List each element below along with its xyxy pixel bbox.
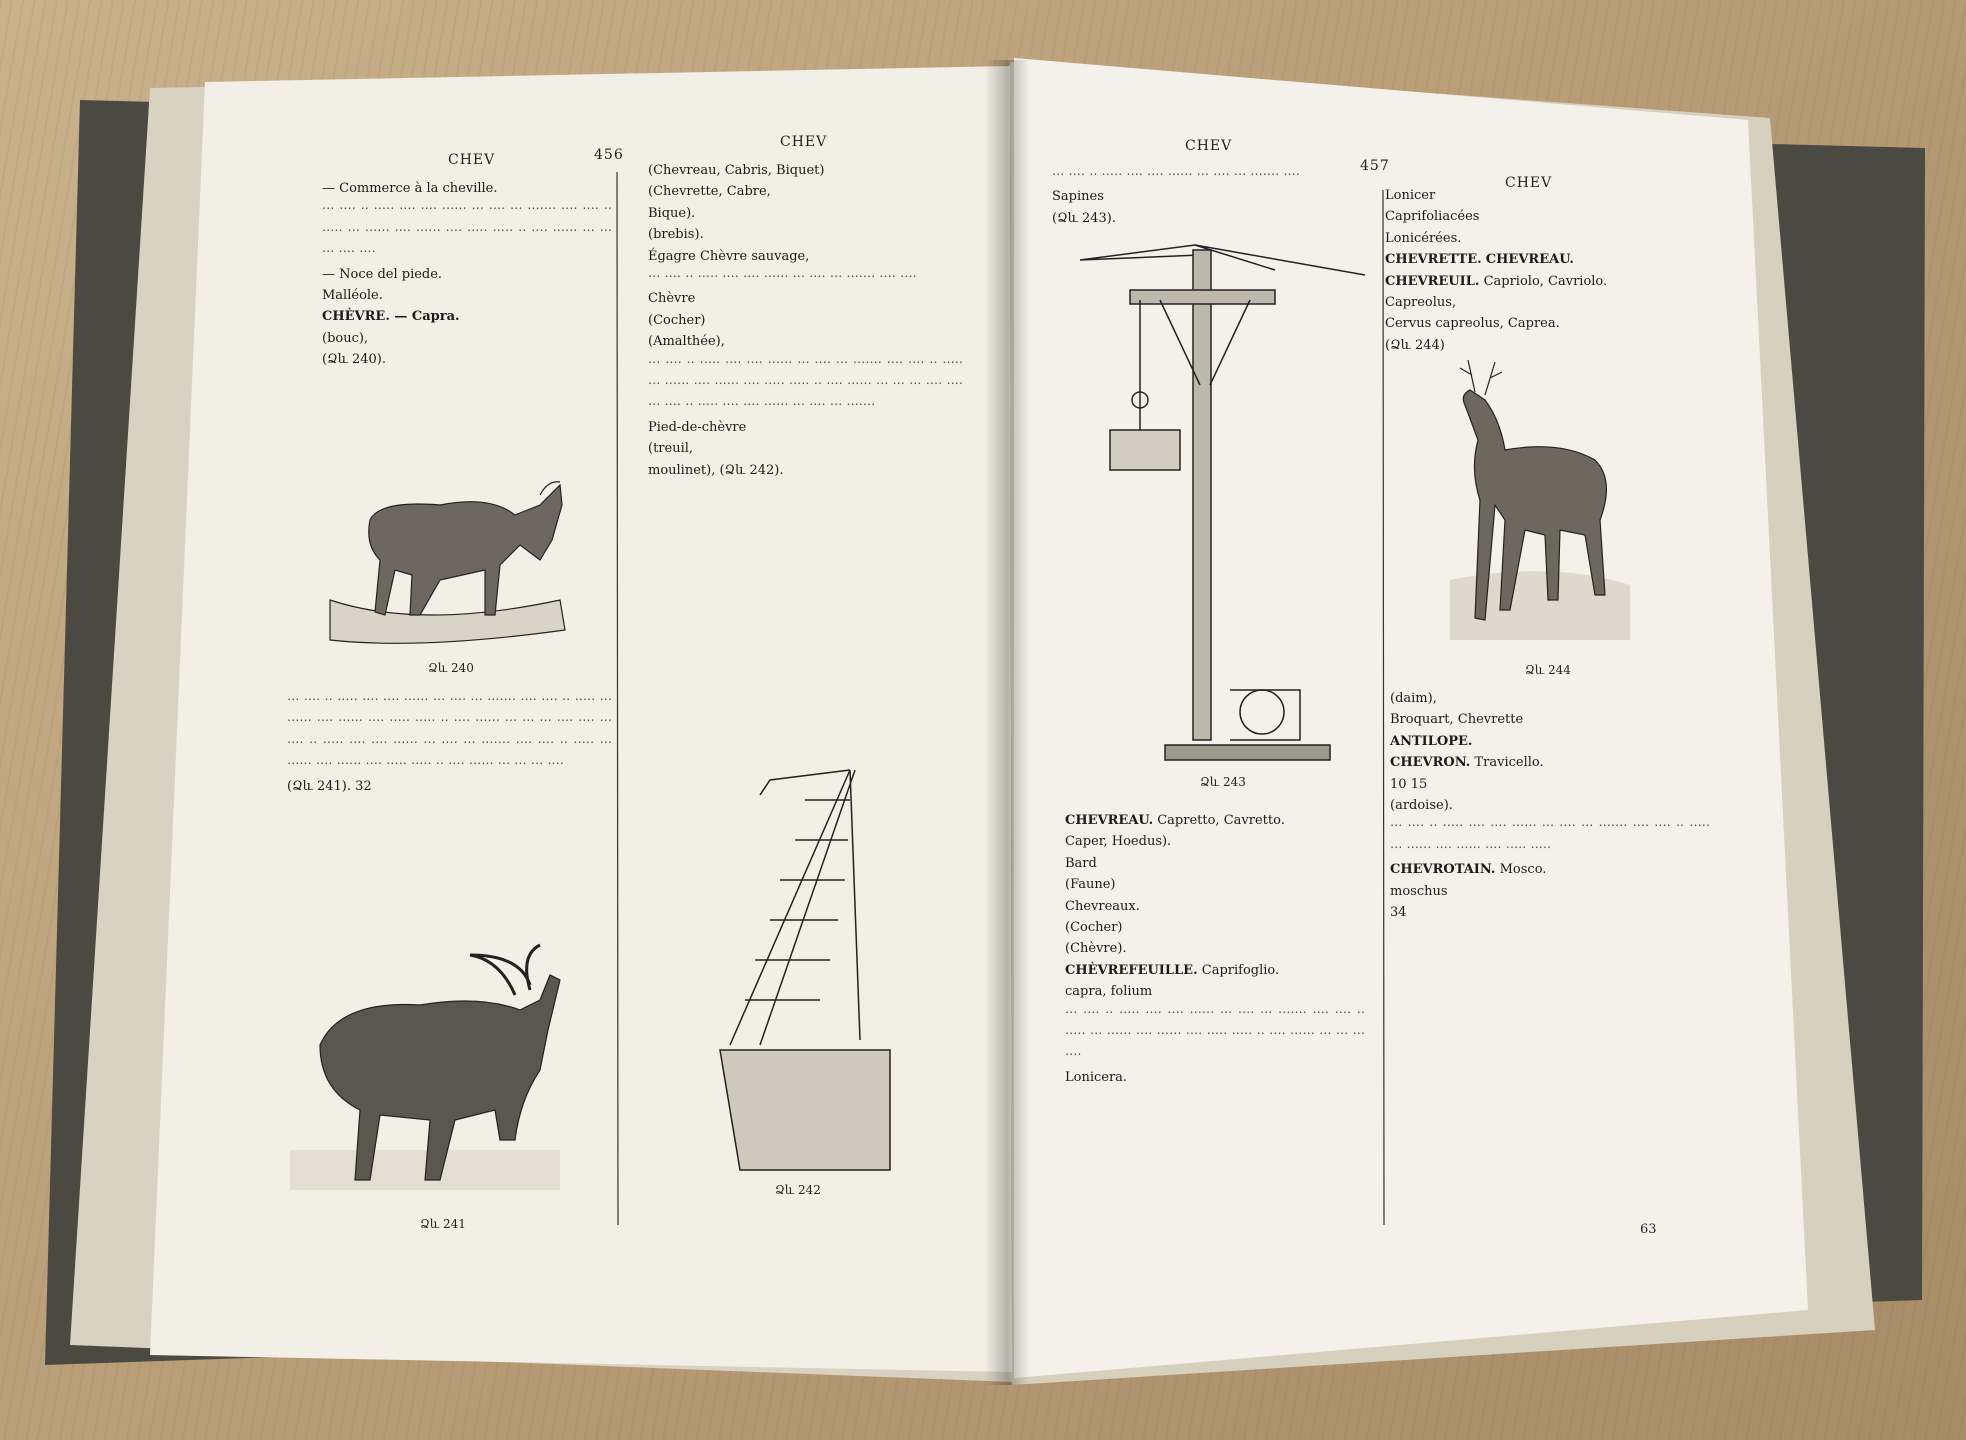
caption-fig-244: Ձև 244: [1525, 663, 1571, 677]
armenian-text-block: ‧‧‧ ‧‧‧‧ ‧‧ ‧‧‧‧‧ ‧‧‧‧ ‧‧‧‧ ‧‧‧‧‧‧ ‧‧‧ ‧‧‧‧ ‧‧‧ ‧‧‧‧‧‧‧ ‧‧‧‧ ‧‧‧‧ ‧‧ ‧‧‧‧‧ ‧‧‧ ‧‧‧‧‧‧ ‧‧‧‧ ‧‧‧‧‧‧ ‧‧‧‧ ‧‧‧‧‧ ‧‧‧‧‧ ‧‧ ‧‧‧‧ ‧‧‧‧‧‧ ‧‧‧ ‧‧‧ ‧‧‧ ‧‧‧‧ ‧‧‧‧ ‧‧‧ ‧‧‧‧ ‧‧ ‧‧‧‧‧ ‧‧‧‧ ‧‧‧‧ ‧‧‧‧‧‧ ‧‧‧ ‧‧‧‧ ‧‧‧ ‧‧‧‧‧‧‧: [648, 355, 963, 414]
left-center-head: CHEV: [780, 134, 828, 150]
entry-capra: capra: [1065, 984, 1103, 1000]
entry-cocher: (Cocher): [648, 312, 706, 328]
entry-chevron: CHEVRON.: [1390, 755, 1471, 771]
right-right-head: CHEV: [1505, 175, 1553, 191]
caption-fig-241: Ձև 241: [420, 1217, 466, 1231]
entry-capriolo: Capriolo, Cavriolo.: [1483, 273, 1608, 289]
right-column-2-text-lower: [1390, 688, 1710, 923]
entry-treuil: (treuil,: [648, 441, 694, 457]
entry-bique: Bique).: [648, 205, 696, 221]
ref-fig-243: (Ձև 243).: [1052, 210, 1117, 226]
entry-moschus: moschus: [1390, 883, 1448, 899]
entry-travicello: Travicello.: [1474, 755, 1544, 771]
left-column-1-text: [322, 178, 612, 371]
entry-egagre: Égagre: [648, 248, 696, 264]
signature-number: 63: [1640, 1222, 1657, 1237]
entry-malleole: Malléole.: [322, 288, 383, 304]
entry-chevreaux: Chevreaux.: [1065, 898, 1140, 914]
entry-faune: (Faune): [1065, 877, 1116, 893]
entry-broquart: Broquart,: [1390, 712, 1454, 728]
entry-amalthee: (Amalthée),: [648, 334, 725, 350]
right-column-2-text: [1385, 185, 1705, 356]
ref-fig-244: (Ձև 244): [1385, 337, 1445, 353]
ref-fig-241: (Ձև 241).: [287, 778, 352, 794]
armenian-text-block: ‧‧‧ ‧‧‧‧ ‧‧ ‧‧‧‧‧ ‧‧‧‧ ‧‧‧‧ ‧‧‧‧‧‧ ‧‧‧ ‧‧‧‧ ‧‧‧ ‧‧‧‧‧‧‧ ‧‧‧‧ ‧‧‧‧ ‧‧ ‧‧‧‧‧ ‧‧‧ ‧‧‧‧‧‧ ‧‧‧‧ ‧‧‧‧‧‧ ‧‧‧‧ ‧‧‧‧‧ ‧‧‧‧‧ ‧‧ ‧‧‧‧ ‧‧‧‧‧‧ ‧‧‧ ‧‧‧ ‧‧‧ ‧‧‧‧ ‧‧‧‧: [322, 202, 612, 261]
entry-chevrette-2: Chevrette: [1457, 712, 1524, 728]
entry-cocher-right: (Cocher): [1065, 920, 1123, 936]
armenian-text-block: ‧‧‧ ‧‧‧‧ ‧‧ ‧‧‧‧‧ ‧‧‧‧ ‧‧‧‧ ‧‧‧‧‧‧ ‧‧‧ ‧‧‧‧ ‧‧‧ ‧‧‧‧‧‧‧ ‧‧‧‧ ‧‧‧‧ ‧‧ ‧‧‧‧‧ ‧‧‧ ‧‧‧‧‧‧ ‧‧‧‧ ‧‧‧‧‧‧ ‧‧‧‧ ‧‧‧‧‧ ‧‧‧‧‧ ‧‧ ‧‧‧‧ ‧‧‧‧‧‧ ‧‧‧ ‧‧‧ ‧‧‧ ‧‧‧‧: [1065, 1005, 1365, 1064]
entry-pied-de-chevre: Pied-de-chèvre: [648, 419, 747, 435]
entry-chevreau-right: CHEVREAU.: [1065, 813, 1154, 828]
entry-commerce: — Commerce à la cheville.: [322, 181, 498, 196]
entry-mosco: Mosco.: [1499, 862, 1547, 878]
armenian-text-block: ‧‧‧ ‧‧‧‧ ‧‧ ‧‧‧‧‧ ‧‧‧‧ ‧‧‧‧ ‧‧‧‧‧‧ ‧‧‧ ‧‧‧‧ ‧‧‧ ‧‧‧‧‧‧‧ ‧‧‧‧ ‧‧‧‧: [648, 270, 917, 286]
number-15: 15: [1410, 776, 1428, 792]
entry-chevrefeuille: CHÈVREFEUILLE.: [1065, 962, 1198, 978]
entry-brebis: (brebis).: [648, 227, 704, 243]
left-running-head: CHEV: [448, 152, 496, 168]
entry-caprifoglio: Caprifoglio.: [1201, 962, 1280, 978]
armenian-text-block: ‧‧‧ ‧‧‧‧ ‧‧ ‧‧‧‧‧ ‧‧‧‧ ‧‧‧‧ ‧‧‧‧‧‧ ‧‧‧ ‧‧‧‧ ‧‧‧ ‧‧‧‧‧‧‧ ‧‧‧‧: [1052, 168, 1300, 183]
entry-chevre: CHÈVRE. — Capra.: [322, 309, 460, 325]
entry-moulinet: moulinet),: [648, 462, 716, 478]
entry-folium: folium: [1110, 984, 1153, 1000]
entry-capreolus: Capreolus,: [1385, 295, 1457, 311]
right-column-1-text-lower: CHEVREAU. Capretto, Cavretto. Caper, Hoedus). Bard (Faune) Chevreaux. (Cocher) (Chèvre). CHÈVREFEUILLE. Caprifoglio. capra, folium ‧‧‧ ‧‧‧‧ ‧‧ ‧‧‧‧‧ ‧‧‧‧ ‧‧‧‧ ‧‧‧‧‧‧ ‧‧‧ ‧‧‧‧ ‧‧‧ ‧‧‧‧‧‧‧ ‧‧‧‧ ‧‧‧‧ ‧‧ ‧‧‧‧‧ ‧‧‧ ‧‧‧‧‧‧ ‧‧‧‧ ‧‧‧‧‧‧ ‧‧‧‧ ‧‧‧‧‧ ‧‧‧‧‧ ‧‧ ‧‧‧‧ ‧‧‧‧‧‧ ‧‧‧ ‧‧‧ ‧‧‧ ‧‧‧‧ Lonicera.: [1065, 810, 1365, 1088]
number-34: 34: [1390, 905, 1407, 921]
entry-lonicer: Lonicer: [1385, 188, 1436, 203]
right-page-number: 457: [1360, 158, 1390, 174]
entry-chevrette-cabre: (Chevrette, Cabre,: [648, 184, 771, 200]
entry-bouc: (bouc),: [322, 330, 369, 346]
caption-fig-242: Ձև 242: [775, 1183, 821, 1197]
entry-chevre-astro: Chèvre: [648, 291, 696, 307]
gutter-shadow: [985, 60, 1030, 1385]
entry-daim: (daim),: [1390, 691, 1437, 706]
right-column-1-text: [1052, 165, 1357, 229]
number-10: 10: [1390, 776, 1407, 792]
left-column-2-text: [648, 160, 963, 481]
entry-chevrotain: CHEVROTAIN.: [1390, 862, 1496, 878]
entry-chevreau-cabris: (Chevreau, Cabris, Biquet): [648, 163, 825, 178]
left-page-number: 456: [594, 147, 624, 163]
entry-lonicerees: Lonicérées.: [1385, 230, 1462, 246]
entry-cervus: Cervus capreolus, Caprea.: [1385, 316, 1560, 332]
left-column-1-text-lower: [287, 690, 612, 797]
number-32: 32: [355, 778, 372, 794]
entry-chevrette: CHEVRETTE.: [1385, 252, 1482, 268]
entry-bard: Bard: [1065, 855, 1097, 871]
caption-fig-240: Ձև 240: [428, 661, 474, 675]
armenian-text-block: ‧‧‧ ‧‧‧‧ ‧‧ ‧‧‧‧‧ ‧‧‧‧ ‧‧‧‧ ‧‧‧‧‧‧ ‧‧‧ ‧‧‧‧ ‧‧‧ ‧‧‧‧‧‧‧ ‧‧‧‧ ‧‧‧‧ ‧‧ ‧‧‧‧‧ ‧‧‧ ‧‧‧‧‧‧ ‧‧‧‧ ‧‧‧‧‧‧ ‧‧‧‧ ‧‧‧‧‧ ‧‧‧‧‧ ‧‧ ‧‧‧‧ ‧‧‧‧‧‧ ‧‧‧ ‧‧‧ ‧‧‧ ‧‧‧‧ ‧‧‧‧ ‧‧‧ ‧‧‧‧ ‧‧ ‧‧‧‧‧ ‧‧‧‧ ‧‧‧‧ ‧‧‧‧‧‧ ‧‧‧ ‧‧‧‧ ‧‧‧ ‧‧‧‧‧‧‧ ‧‧‧‧ ‧‧‧‧ ‧‧ ‧‧‧‧‧ ‧‧‧ ‧‧‧‧‧‧ ‧‧‧‧ ‧‧‧‧‧‧ ‧‧‧‧ ‧‧‧‧‧ ‧‧‧‧‧ ‧‧ ‧‧‧‧ ‧‧‧‧‧‧ ‧‧‧ ‧‧‧ ‧‧‧ ‧‧‧‧: [287, 693, 612, 773]
entry-chevre-right: (Chèvre).: [1065, 941, 1127, 957]
entry-chevreuil: CHEVREUIL.: [1385, 273, 1480, 289]
armenian-text-block: ‧‧‧ ‧‧‧‧ ‧‧ ‧‧‧‧‧ ‧‧‧‧ ‧‧‧‧ ‧‧‧‧‧‧ ‧‧‧ ‧‧‧‧ ‧‧‧ ‧‧‧‧‧‧‧ ‧‧‧‧ ‧‧‧‧ ‧‧ ‧‧‧‧‧ ‧‧‧ ‧‧‧‧‧‧ ‧‧‧‧ ‧‧‧‧‧‧ ‧‧‧‧ ‧‧‧‧‧ ‧‧‧‧‧: [1390, 819, 1710, 856]
entry-sapines: Sapines: [1052, 189, 1104, 205]
ref-fig-240: (Ձև 240).: [322, 352, 387, 368]
entry-antilope: ANTILOPE.: [1390, 733, 1473, 749]
entry-caper-hoedus: Caper, Hoedus).: [1065, 834, 1172, 850]
entry-chevre-sauvage: Chèvre sauvage,: [699, 248, 810, 264]
ref-fig-242: (Ձև 242).: [719, 462, 784, 478]
entry-ardoise: (ardoise).: [1390, 798, 1453, 814]
entry-capretto: Capretto, Cavretto.: [1157, 813, 1285, 828]
entry-chevreau-see: CHEVREAU.: [1485, 252, 1574, 268]
entry-caprifoliacees: Caprifoliacées: [1385, 209, 1480, 225]
entry-lonicera: Lonicera.: [1065, 1069, 1128, 1085]
caption-fig-243: Ձև 243: [1200, 775, 1246, 789]
entry-noce: — Noce del piede.: [322, 266, 443, 282]
right-running-head: CHEV: [1185, 138, 1233, 154]
